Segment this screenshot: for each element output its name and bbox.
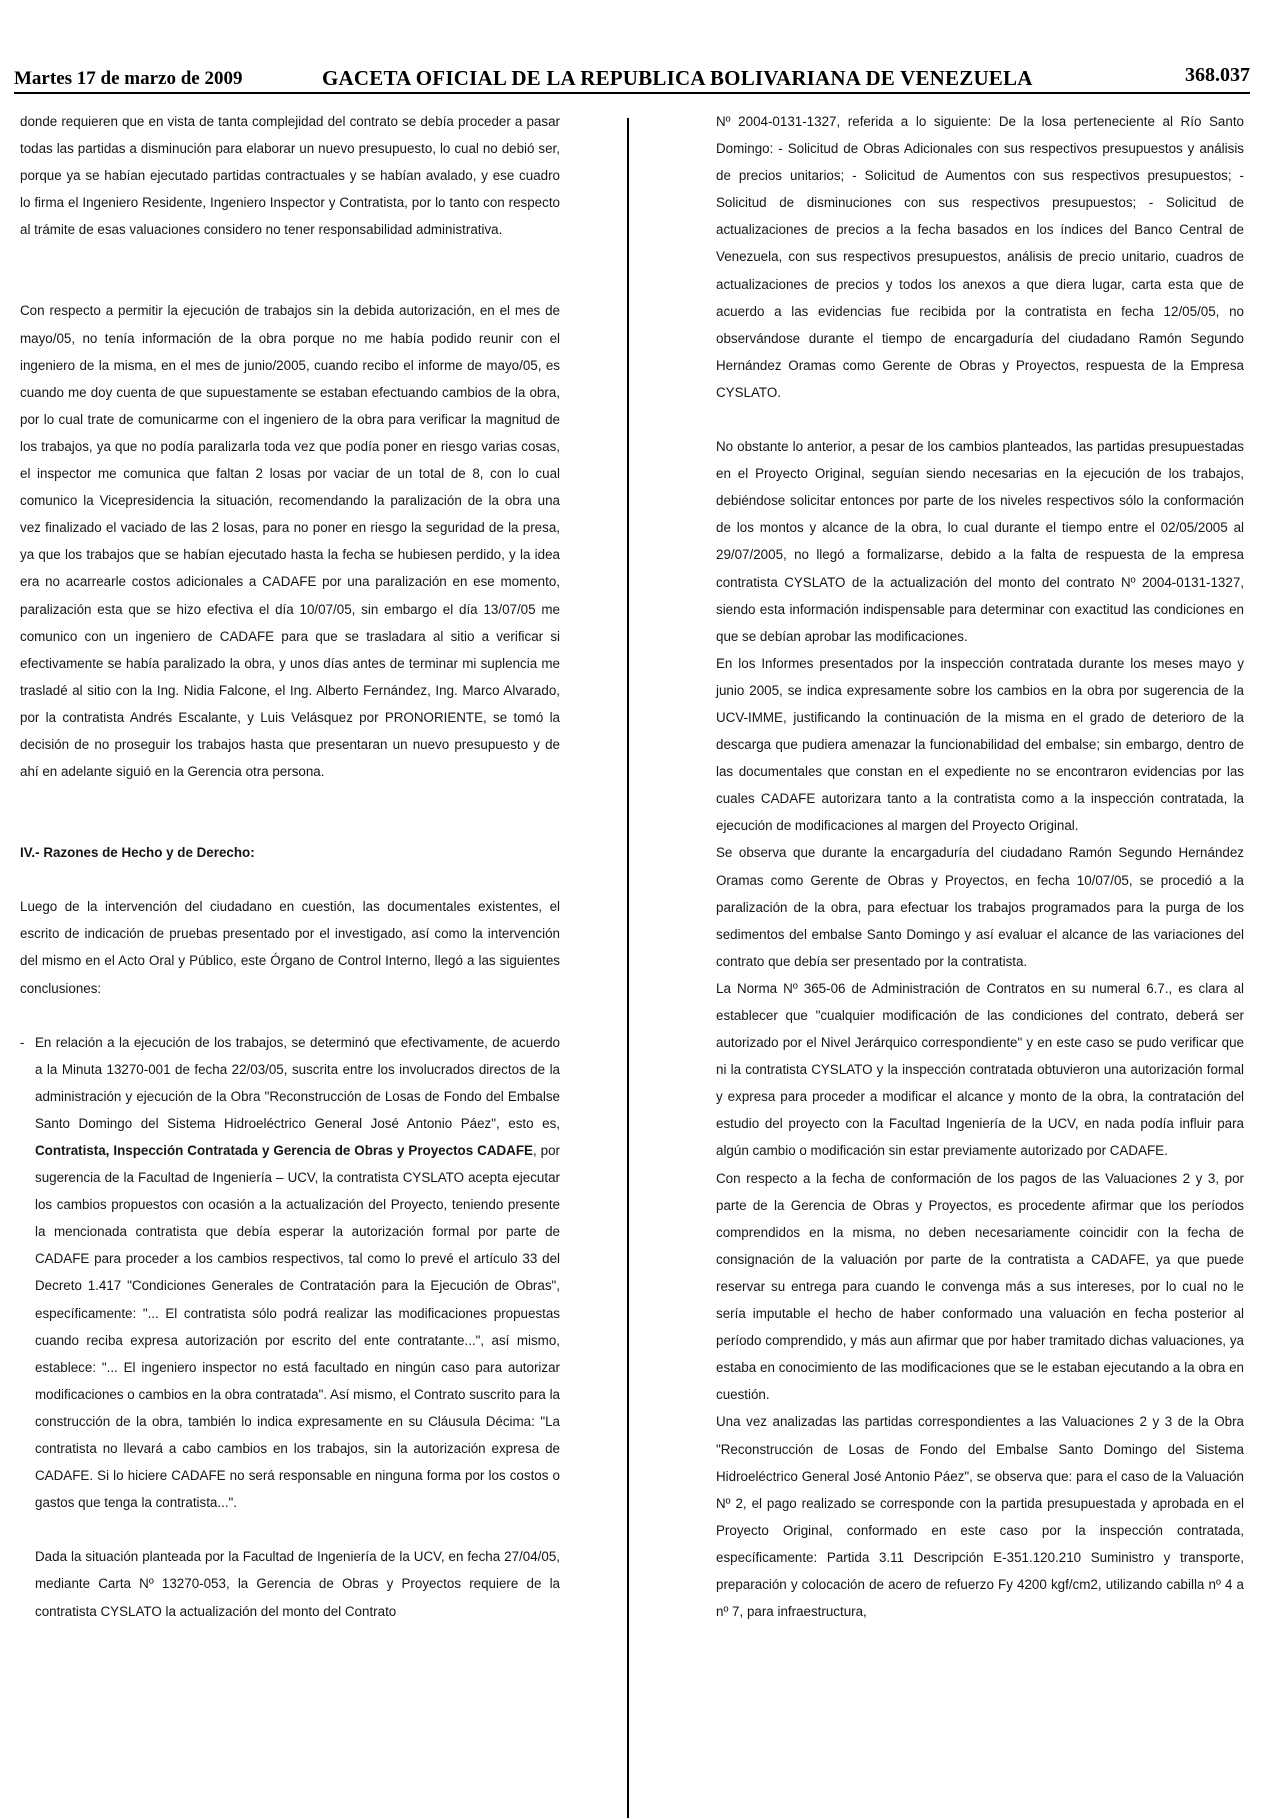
right-paragraph-7: Una vez analizadas las partidas correspondientes a las Valuaciones 2 y 3 de la Obra "Reconstrucción de Losas de Fondo del Embalse Santo Domingo del Sistema Hidroeléctrico General José Antonio Páez", se observa que: para el caso de la Valuación Nº 2, el pago realizado se corresponde con la partida presupuestada y aprobada en el Proyecto Original, conformado en este caso por la inspección contratada, específicamente: Partida 3.11 Descripción E-351.120.210 Suministro y transporte, preparación y colocación de acero de refuerzo Fy 4200 kgf/cm2, utilizando cabilla nº 4 a nº 7, para infraestructura,: [716, 1414, 1244, 1620]
left-paragraph-4: Dada la situación planteada por la Facultad de Ingeniería de la UCV, en fecha 27/04/05, mediante Carta Nº 13270-053, la Gerencia de Obras y Proyectos requiere de la contratista CYSLATO la actualización del monto del Contrato: [35, 1549, 560, 1619]
right-paragraph-3: En los Informes presentados por la inspección contratada durante los meses mayo y junio 2005, se indica expresamente sobre los cambios en la obra por sugerencia de la UCV-IMME, justificando la continuación de la misma en el grado de deterioro de la descarga que pudiera amenazar la funcionabilidad del embalse; sin embargo, dentro de las documentales que constan en el expediente no se encontraron evidencias por las cuales CADAFE autorizara tanto a la contratista como a la inspección contratada, la ejecución de modificaciones al margen del Proyecto Original.: [716, 655, 1244, 834]
right-paragraph-1: Nº 2004-0131-1327, referida a lo siguiente: De la losa perteneciente al Río Santo Domingo: - Solicitud de Obras Adicionales con sus respectivos presupuestos y análisis de precios unitarios; - Solicitud de Aumentos con sus respectivos presupuestos; - Solicitud de disminuciones con sus respectivos presupuestos; - Solicitud de actualizaciones de precios a la fecha basados en los índices del Banco Central de Venezuela, con sus respectivos presupuestos, análisis de precio unitario, cuadros de actualizaciones de precios y todos los anexos a que diera lugar, carta esta que de acuerdo a las evidencias fue recibida por la contratista en fecha 12/05/05, no observándose durante el tiempo de encargaduría del ciudadano Ramón Segundo Hernández Oramas como Gerente de Obras y Proyectos, respuesta de la Empresa CYSLATO.: [716, 114, 1244, 400]
column-divider: [627, 118, 629, 1818]
right-column: [716, 108, 1244, 1625]
left-paragraph-1: donde requieren que en vista de tanta complejidad del contrato se debía proceder a pasar todas las partidas a disminución para elaborar un nuevo presupuesto, lo cual no debió ser, porque ya se habían ejecutado partidas contractuales y se habían avalado, y ese cuadro lo firma el Ingeniero Residente, Ingeniero Inspector y Contratista, por lo tanto con respecto al trámite de esas valuaciones considero no tener responsabilidad administrativa.: [20, 114, 560, 238]
header-page-number: 368.037: [1185, 64, 1250, 86]
left-column: [20, 108, 560, 1625]
header-title: GACETA OFICIAL DE LA REPUBLICA BOLIVARIANA DE VENEZUELA: [322, 66, 1033, 90]
header-date: Martes 17 de marzo de 2009: [14, 68, 243, 89]
right-paragraph-2: No obstante lo anterior, a pesar de los cambios planteados, las partidas presupuestadas en el Proyecto Original, seguían siendo necesarias en la ejecución de los trabajos, debiéndose solicitar entonces por parte de los niveles respectivos sólo la conformación de los montos y alcance de la obra, lo cual durante el tiempo entre el 02/05/2005 al 29/07/2005, no llegó a formalizarse, debido a la falta de respuesta de la empresa contratista CYSLATO de la actualización del monto del contrato Nº 2004-0131-1327, siendo esta información indispensable para determinar con exactitud las condiciones en que se debían aprobar las modificaciones.: [716, 439, 1244, 644]
bullet-text-a: En relación a la ejecución de los trabajos, se determinó que efectivamente, de acuerdo a la Minuta 13270-001 de fecha 22/03/05, suscrita entre los involucrados directos de la administración y ejecución de la Obra "Reconstrucción de Losas de Fondo del Embalse Santo Domingo del Sistema Hidroeléctrico General José Antonio Páez", esto es,: [35, 1034, 560, 1131]
right-paragraph-6: Con respecto a la fecha de conformación de los pagos de las Valuaciones 2 y 3, por parte de la Gerencia de Obras y Proyectos, es procedente afirmar que los períodos comprendidos en la misma, no deben necesariamente coincidir con la fecha de consignación de la valuación por parte de la contratista a CADAFE, ya que puede reservar su entrega para cuando le convenga más a sus intereses, por lo cual no le sería imputable el hecho de haber conformado una valuación en fecha posterior al período comprendido, y más aun afirmar que por haber tramitado dichas valuaciones, ya estaba en conocimiento de las modificaciones que se le estaban ejecutando a la obra en cuestión.: [716, 1170, 1244, 1403]
header-rule: [14, 92, 1250, 94]
bullet-text-b: , por sugerencia de la Facultad de Ingeniería – UCV, la contratista CYSLATO acepta ejecutar los cambios propuestos con ocasión a la actualización del Proyecto, teniendo presente la mencionada contratista que debía esperar la autorización formal por parte de CADAFE para proceder a los cambios respectivos, tal como lo prevé el artículo 33 del Decreto 1.417 "Condiciones Generales de Contratación para la Ejecución de Obras", específicamente: "... El contratista sólo podrá realizar las modificaciones propuestas cuando reciba expresa autorización por escrito del ente contratante...", así mismo, establece: "... El ingeniero inspector no está facultado en ningún caso para autorizar modificaciones o cambios en la obra contratada". Así mismo, el Contrato suscrito para la construcción de la obra, también lo indica expresamente en su Cláusula Décima: "La contratista no llevará a cabo cambios en los trabajos, sin la autorización expresa de CADAFE. Si lo hiciere CADAFE no será responsable en ninguna forma por los costos o gastos que tenga la contratista...".: [35, 1143, 561, 1511]
left-paragraph-2: Con respecto a permitir la ejecución de trabajos sin la debida autorización, en el mes de mayo/05, no tenía información de la obra porque no me había podido reunir con el ingeniero de la misma, en el mes de junio/2005, cuando recibo el informe de mayo/05, es cuando me doy cuenta de que supuestamente se estaban efectuando cambios de la obra, por lo cual trate de comunicarme con el ingeniero de la obra para verificar la magnitud de los trabajos, ya que no podía paralizarla toda vez que podía poner en riesgo varias cosas, el inspector me comunica que faltan 2 losas por vaciar de un total de 8, con lo cual comunico la Vicepresidencia la situación, recomendando la paralización de la obra una vez finalizado el vaciado de las 2 losas, para no poner en riesgo la seguridad de la presa, ya que los trabajos que se habían ejecutado hasta la fecha se hubiesen perdido, y la idea era no acarrearle costos adicionales a CADAFE por una paralización en ese momento, paralización esta que se hizo efectiva el día 10/07/05, sin embargo el día 13/07/05 me comunico con un ingeniero de CADAFE para que se trasladara al sitio a verificar si efectivamente se había paralizado la obra, y unos días antes de terminar mi suplencia me trasladé al sitio con la Ing. Nidia Falcone, el Ing. Alberto Fernández, Ing. Marco Alvarado, por la contratista Andrés Escalante, y Luis Velásquez por PRONORIENTE, se tomó la decisión de no proseguir los trabajos hasta que presentaran un nuevo presupuesto y de ahí en adelante siguió en la Gerencia otra persona.: [20, 303, 560, 780]
conclusion-bullet: [20, 1029, 560, 1517]
right-paragraph-4: Se observa que durante la encargaduría del ciudadano Ramón Segundo Hernández Oramas como Gerente de Obras y Proyectos, en fecha 10/07/05, se procedió a la paralización de la obra, para efectuar los trabajos programados para la purga de los sedimentos del embalse Santo Domingo y así evaluar el alcance de las variaciones del contrato que debía ser presentado por la contratista.: [716, 845, 1244, 969]
bullet-dash: -: [20, 1034, 25, 1050]
page-header: [14, 64, 1250, 94]
left-paragraph-3: Luego de la intervención del ciudadano en cuestión, las documentales existentes, el escrito de indicación de pruebas presentado por el investigado, así como la intervención del mismo en el Acto Oral y Público, este Órgano de Control Interno, llegó a las siguientes conclusiones:: [20, 899, 560, 996]
section-heading: IV.- Razones de Hecho y de Derecho:: [20, 845, 255, 861]
bullet-text-bold: Contratista, Inspección Contratada y Gerencia de Obras y Proyectos CADAFE: [35, 1143, 533, 1158]
right-paragraph-5: La Norma Nº 365-06 de Administración de Contratos en su numeral 6.7., es clara al establecer que "cualquier modificación de las condiciones del contrato, deberá ser autorizado por el Nivel Jerárquico correspondiente" y en este caso se pudo verificar que ni la contratista CYSLATO y la inspección contratada obtuvieron una autorización formal y expresa para proceder a modificar el alcance y monto de la obra, la contratación del estudio del proyecto con la Facultad Ingeniería de la UCV, en nada podía influir para algún cambio o modificación sin estar previamente autorizado por CADAFE.: [716, 980, 1244, 1159]
bullet-text: [35, 1029, 560, 1517]
